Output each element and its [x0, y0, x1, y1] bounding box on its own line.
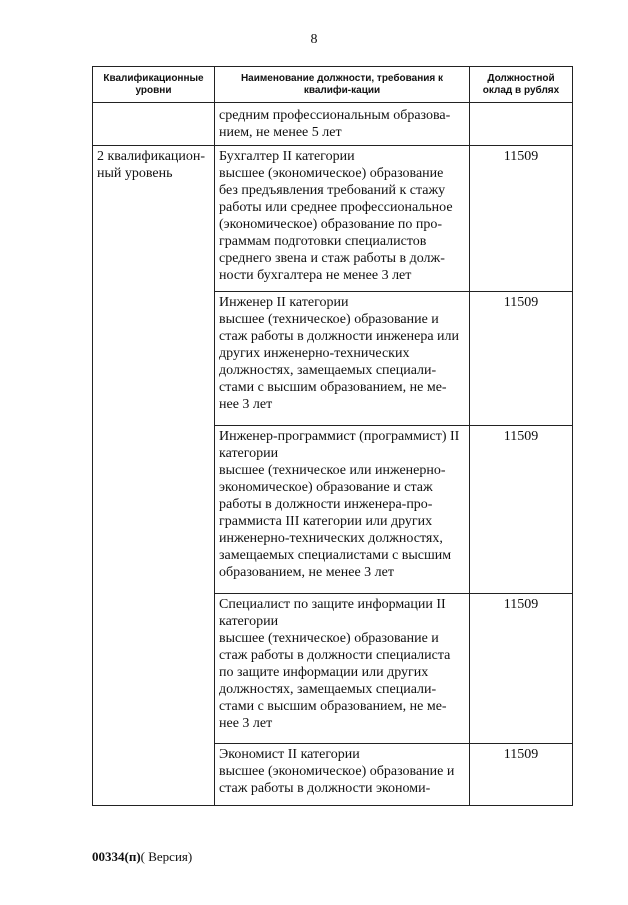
position-requirements: высшее (техническое) образование и стаж работы в должности инженера или других инженерно-технических должностях, замещаемых специали-стами с высшим образованием, не ме-нее 3 лет	[219, 312, 460, 412]
header-salary: Должностной оклад в рублях	[470, 67, 573, 103]
table-row	[93, 103, 573, 146]
page-number: 8	[310, 32, 318, 47]
position-title: Экономист II категории	[219, 747, 360, 762]
position-cell	[215, 744, 470, 806]
position-requirements: высшее (экономическое) образование и стаж работы в должности экономи-	[219, 764, 455, 796]
salary-value: 11509	[470, 292, 573, 426]
salary-value: 11509	[470, 146, 573, 292]
table-row	[93, 146, 573, 292]
position-cell	[215, 292, 470, 426]
continuation-text: средним профессиональным образова-нием, не менее 5 лет	[215, 103, 470, 146]
position-title: Инженер II категории	[219, 295, 349, 310]
position-title: Бухгалтер II категории	[219, 149, 355, 164]
position-requirements: высшее (экономическое) образование без предъявления требований к стажу работы или среднее профессиональное (экономическое) образование по про-граммам подготовки специалистов среднего звена и стаж работы в долж-ности бухгалтера не менее 3 лет	[219, 166, 453, 283]
position-title: Инженер-программист (программист) II категории	[219, 429, 460, 461]
document-footer	[92, 849, 192, 865]
position-cell	[215, 594, 470, 744]
position-title: Специалист по защите информации II категории	[219, 597, 446, 629]
salary-value: 11509	[470, 744, 573, 806]
salary-table	[92, 66, 573, 806]
continuation-salary-cell	[470, 103, 573, 146]
header-position: Наименование должности, требования к квалифи-кации	[215, 67, 470, 103]
continuation-level-cell	[93, 103, 215, 146]
salary-value: 11509	[470, 426, 573, 594]
position-cell	[215, 426, 470, 594]
document-version: ( Версия)	[140, 849, 193, 864]
header-level: Квалификационные уровни	[93, 67, 215, 103]
position-cell	[215, 146, 470, 292]
salary-value: 11509	[470, 594, 573, 744]
level-label: 2 квалификацион-ный уровень	[93, 146, 215, 806]
document-code: 00334(п)	[92, 849, 141, 864]
position-requirements: высшее (техническое или инженерно-экономическое) образование и стаж работы в должности инженера-про-граммиста III категории или других инженерно-технических должностях, замещаемых специалистами с высшим образованием, не менее 3 лет	[219, 463, 452, 580]
position-requirements: высшее (техническое) образование и стаж работы в должности специалиста по защите информации или других должностях, замещаемых специали-стами с высшим образованием, не ме-нее 3 лет	[219, 631, 451, 731]
table-header-row	[93, 67, 573, 103]
